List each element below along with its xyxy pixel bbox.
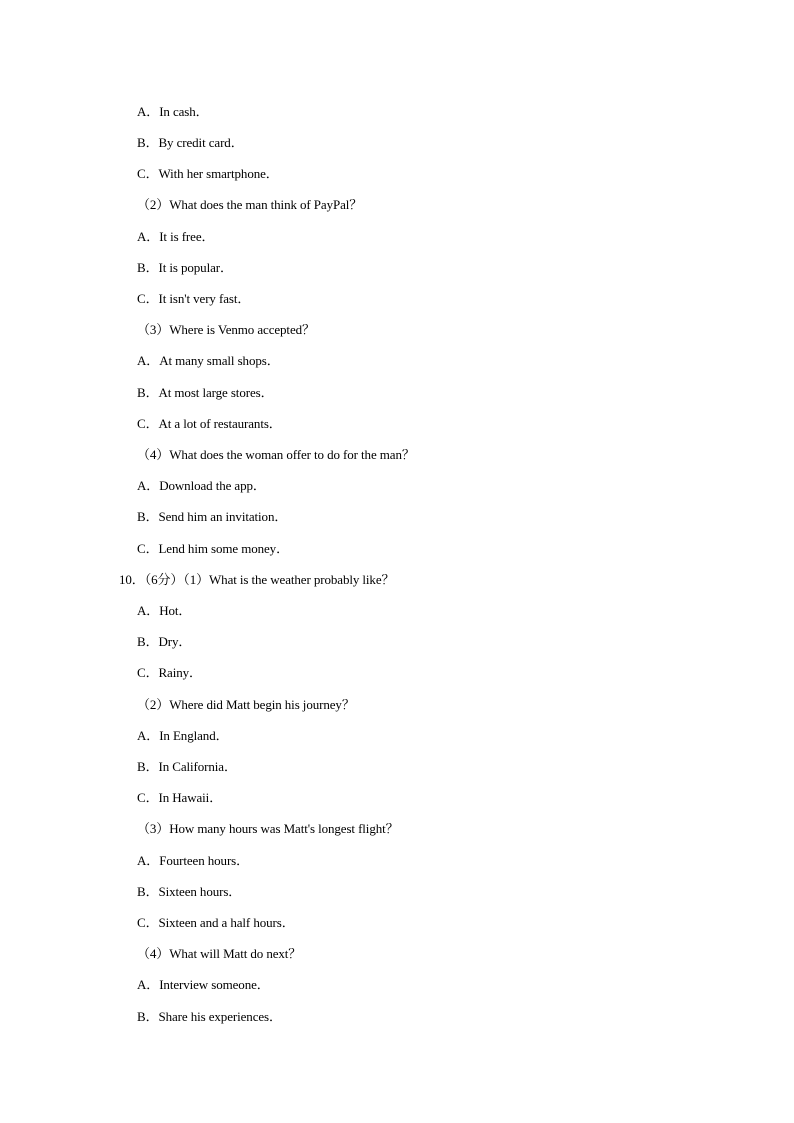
q10-s1-option-b: B．Dry． bbox=[137, 634, 192, 649]
q9-s1-option-a: A．In cash． bbox=[137, 104, 209, 119]
q9-s3-question: （3）Where is Venmo accepted？ bbox=[137, 322, 315, 337]
q9-s4-option-b: B．Send him an invitation． bbox=[137, 509, 288, 524]
q10-s2-question: （2）Where did Matt begin his journey？ bbox=[137, 697, 355, 712]
q9-s3-option-c: C．At a lot of restaurants． bbox=[137, 416, 282, 431]
q9-s4-option-a: A．Download the app． bbox=[137, 478, 266, 493]
q10-s2-option-b: B．In California． bbox=[137, 759, 237, 774]
q10-header: 10．（6分）（1）What is the weather probably like？ bbox=[119, 572, 395, 587]
q9-s4-question: （4）What does the woman offer to do for the man？ bbox=[137, 447, 415, 462]
q10-s1-option-a: A．Hot． bbox=[137, 603, 192, 618]
q9-s2-option-b: B．It is popular． bbox=[137, 260, 233, 275]
q9-s3-option-a: A．At many small shops． bbox=[137, 353, 280, 368]
q9-s4-option-c: C．Lend him some money． bbox=[137, 541, 289, 556]
q10-s3-option-a: A．Fourteen hours． bbox=[137, 853, 250, 868]
q9-s2-question: （2）What does the man think of PayPal？ bbox=[137, 197, 363, 212]
q10-s2-option-c: C．In Hawaii． bbox=[137, 790, 223, 805]
q9-s2-option-a: A．It is free． bbox=[137, 229, 215, 244]
q10-s3-option-c: C．Sixteen and a half hours． bbox=[137, 915, 295, 930]
q9-s2-option-c: C．It isn't very fast． bbox=[137, 291, 251, 306]
q10-s4-question: （4）What will Matt do next？ bbox=[137, 946, 302, 961]
q10-s2-option-a: A．In England． bbox=[137, 728, 229, 743]
q10-s3-question: （3）How many hours was Matt's longest flight？ bbox=[137, 821, 399, 836]
q10-s4-option-a: A．Interview someone． bbox=[137, 977, 270, 992]
q10-s1-option-c: C．Rainy． bbox=[137, 665, 202, 680]
q9-s1-option-b: B．By credit card． bbox=[137, 135, 244, 150]
q10-s4-option-b: B．Share his experiences． bbox=[137, 1009, 282, 1024]
q9-s1-option-c: C．With her smartphone． bbox=[137, 166, 279, 181]
q10-s3-option-b: B．Sixteen hours． bbox=[137, 884, 242, 899]
q9-s3-option-b: B．At most large stores． bbox=[137, 385, 274, 400]
